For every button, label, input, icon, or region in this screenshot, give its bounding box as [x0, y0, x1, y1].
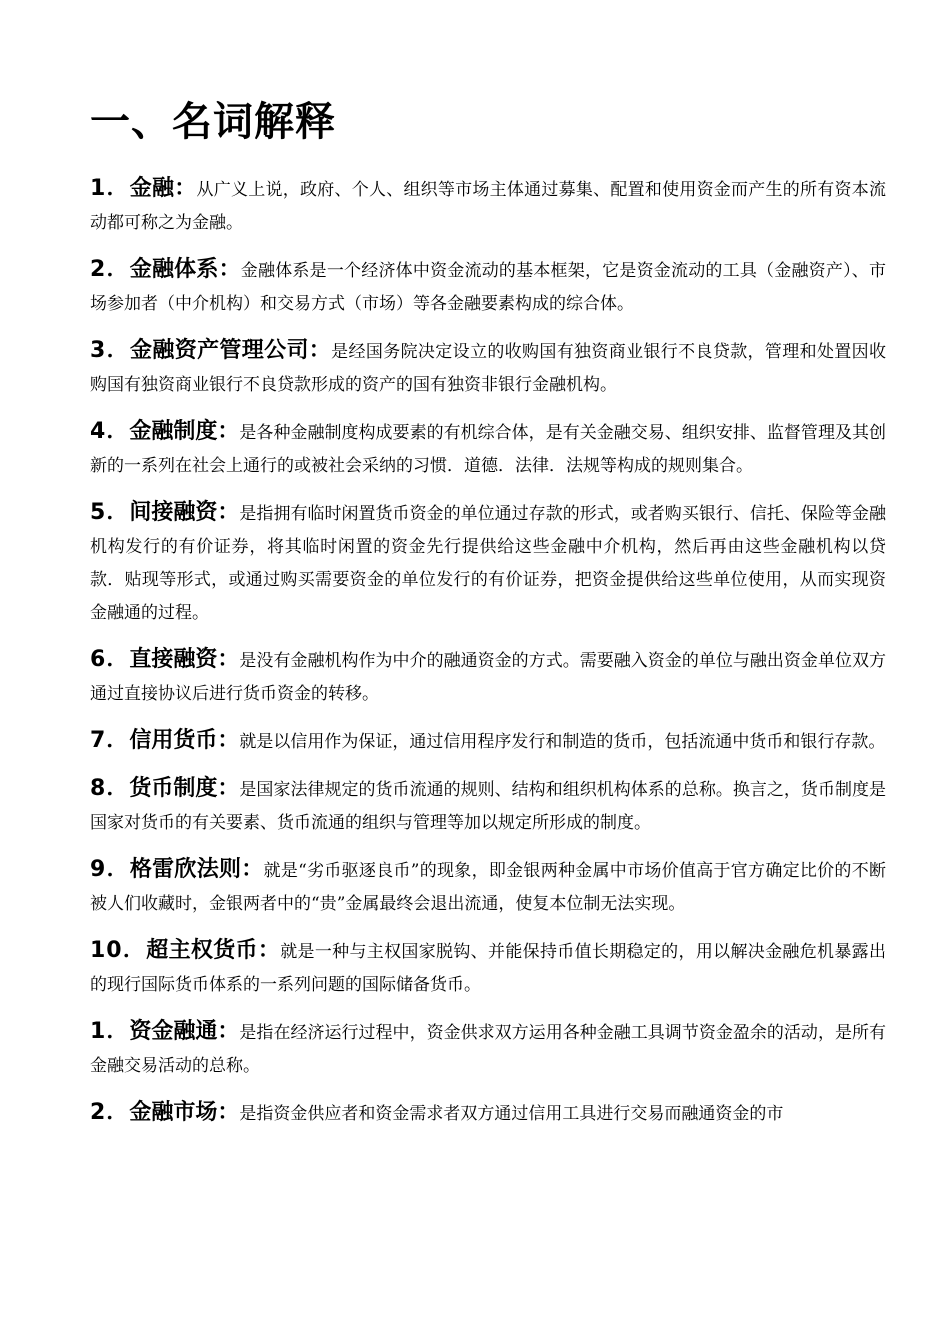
term-number: 5． [90, 500, 130, 525]
term-heading [90, 938, 280, 963]
term-name: 金融制度： [129, 419, 240, 444]
term-number: 4． [90, 419, 130, 444]
term-entry [90, 643, 886, 711]
term-entry [90, 853, 886, 921]
term-name: 资金融通： [129, 1019, 240, 1044]
term-name: 直接融资： [129, 647, 240, 672]
term-number: 8． [90, 776, 130, 801]
term-heading [90, 857, 264, 882]
term-heading [90, 257, 241, 282]
term-heading [90, 419, 239, 444]
term-definition: 就是“劣币驱逐良币”的现象，即金银两种金属中市场价值高于官方确定比价的不断被人们收藏时，金银两者中的“贵”金属最终会退出流通，使复本位制无法实现。 [90, 861, 886, 914]
page-title: 一、名词解释 [90, 99, 336, 145]
term-number: 7． [90, 728, 130, 753]
term-number: 2． [90, 1100, 130, 1125]
term-name: 金融： [129, 176, 197, 201]
term-heading [90, 176, 197, 201]
term-definition: 金融体系是一个经济体中资金流动的基本框架，它是资金流动的工具（金融资产）、市场参加者（中介机构）和交易方式（市场）等各金融要素构成的综合体。 [90, 261, 886, 314]
term-entry [90, 415, 886, 483]
term-number: 1． [90, 1019, 130, 1044]
term-entry [90, 934, 886, 1002]
term-name: 超主权货币： [146, 938, 281, 963]
term-entry [90, 772, 886, 840]
term-definition: 是指资金供应者和资金需求者双方通过信用工具进行交易而融通资金的市 [239, 1104, 784, 1124]
term-definition: 是经国务院决定设立的收购国有独资商业银行不良贷款，管理和处置因收购国有独资商业银行不良贷款形成的资产的国有独资非银行金融机构。 [90, 342, 886, 395]
term-definition: 是各种金融制度构成要素的有机综合体，是有关金融交易、组织安排、监督管理及其创新的一系列在社会上通行的或被社会采纳的习惯．道德．法律．法规等构成的规则集合。 [90, 423, 886, 476]
term-number: 2． [90, 257, 130, 282]
term-name: 货币制度： [129, 776, 240, 801]
term-definition: 是指拥有临时闲置货币资金的单位通过存款的形式，或者购买银行、信托、保险等金融机构发行的有价证券，将其临时闲置的资金先行提供给这些金融中介机构，然后再由这些金融机构以贷款．贴现等形式，或通过购买需要资金的单位发行的有价证券，把资金提供给这些单位使用，从而实现资金融通的过程。 [90, 504, 886, 623]
term-definition: 是指在经济运行过程中，资金供求双方运用各种金融工具调节资金盈余的活动，是所有金融交易活动的总称。 [90, 1023, 886, 1076]
term-name: 金融市场： [129, 1100, 240, 1125]
term-heading [90, 647, 239, 672]
term-name: 格雷欣法则： [129, 857, 264, 882]
term-number: 6． [90, 647, 130, 672]
term-name: 金融资产管理公司： [130, 338, 332, 363]
term-entry [90, 1096, 886, 1131]
term-name: 金融体系： [129, 257, 241, 282]
term-entry [90, 724, 886, 759]
term-definition: 是国家法律规定的货币流通的规则、结构和组织机构体系的总称。换言之，货币制度是国家对货币的有关要素、货币流通的组织与管理等加以规定所形成的制度。 [90, 780, 886, 833]
term-name: 信用货币： [129, 728, 240, 753]
term-list [90, 172, 886, 1131]
term-heading [90, 338, 331, 363]
term-name: 间接融资： [129, 500, 240, 525]
term-number: 9． [90, 857, 130, 882]
term-definition: 就是以信用作为保证，通过信用程序发行和制造的货币，包括流通中货币和银行存款。 [239, 732, 886, 752]
term-definition: 从广义上说，政府、个人、组织等市场主体通过募集、配置和使用资金而产生的所有资本流动都可称之为金融。 [90, 180, 886, 233]
term-number: 3． [90, 338, 131, 363]
term-heading [90, 776, 239, 801]
term-definition: 就是一种与主权国家脱钩、并能保持币值长期稳定的，用以解决金融危机暴露出的现行国际货币体系的一系列问题的国际储备货币。 [90, 942, 887, 995]
term-heading [90, 728, 239, 753]
term-entry [90, 1015, 886, 1083]
term-heading [90, 1100, 239, 1125]
term-entry [90, 253, 886, 321]
term-entry [90, 496, 886, 630]
term-entry [90, 334, 886, 402]
term-heading [90, 1019, 239, 1044]
term-number: 1． [90, 176, 130, 201]
term-entry [90, 172, 886, 240]
term-heading [90, 500, 239, 525]
term-number: 10． [90, 938, 147, 963]
term-definition: 是没有金融机构作为中介的融通资金的方式。需要融入资金的单位与融出资金单位双方通过直接协议后进行货币资金的转移。 [90, 651, 886, 704]
